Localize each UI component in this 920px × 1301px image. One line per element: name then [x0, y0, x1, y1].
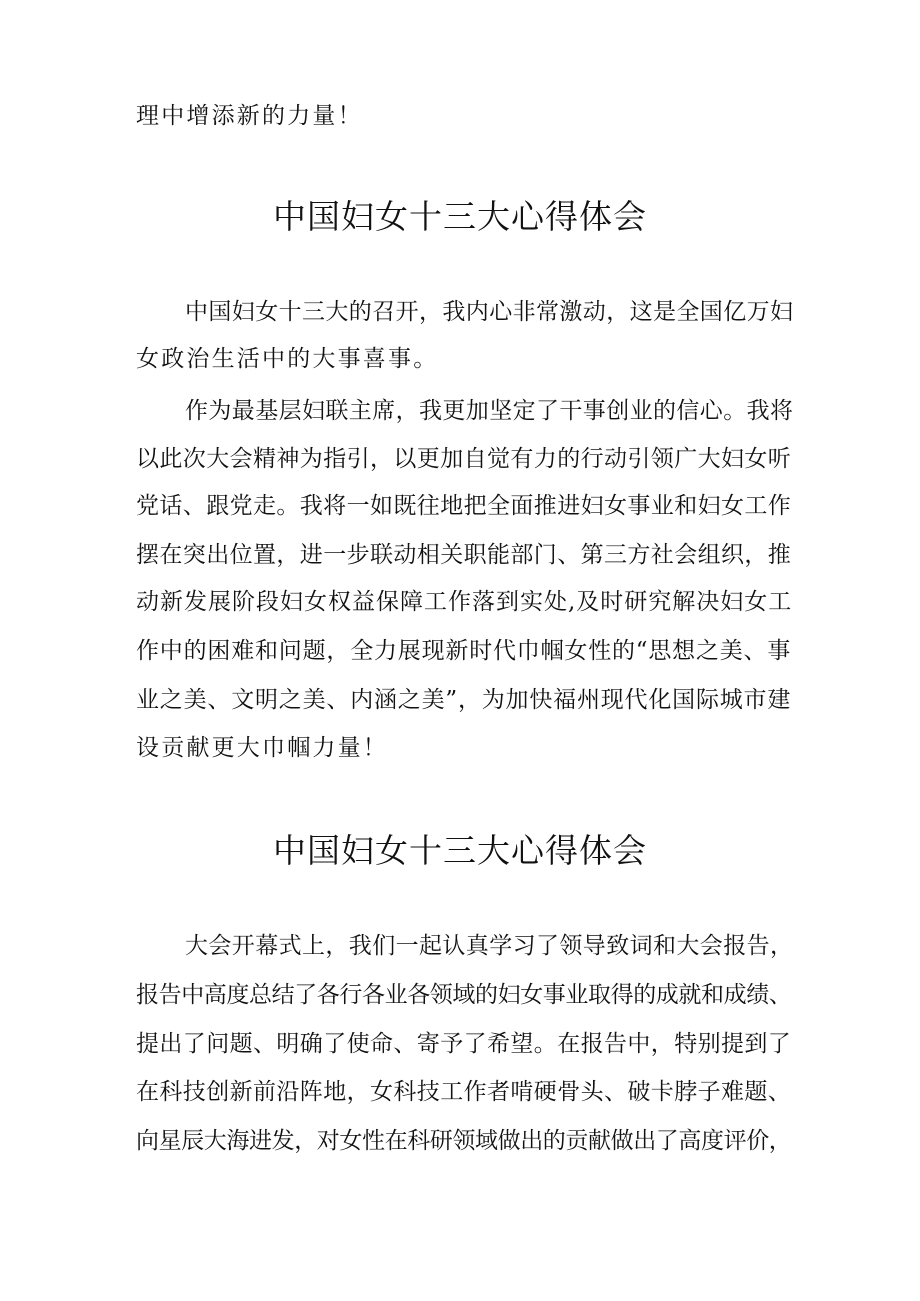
- section-1-line: 党话、跟党走。我将一如既往地把全面推进妇女事业和妇女工作: [136, 493, 792, 519]
- section-2-line: 提出了问题、明确了使命、寄予了希望。在报告中，特别提到了: [136, 1031, 792, 1057]
- section-2-line: 向星辰大海进发，对女性在科研领域做出的贡献做出了高度评价，: [136, 1128, 792, 1154]
- section-1-line: 业之美、文明之美、内涵之美”，为加快福州现代化国际城市建: [136, 687, 792, 713]
- section-1-line: 作为最基层妇联主席，我更加坚定了干事创业的信心。我将: [185, 398, 794, 424]
- section-2-line: 报告中高度总结了各行各业各领域的妇女事业取得的成就和成绩、: [136, 982, 792, 1008]
- section-1-line: 摆在突出位置，进一步联动相关职能部门、第三方社会组织，推: [136, 542, 792, 568]
- section-1-line: 作中的困难和问题，全力展现新时代巾帼女性的“思想之美、事: [136, 638, 792, 664]
- section-1-line: 女政治生活中的大事喜事。: [136, 346, 439, 372]
- section-2-line: 在科技创新前沿阵地，女科技工作者啃硬骨头、破卡脖子难题、: [136, 1079, 792, 1105]
- section-1-line: 以此次大会精神为指引，以更加自觉有力的行动引领广大妇女听: [136, 446, 792, 472]
- intro-line: 理中增添新的力量！: [136, 103, 363, 129]
- section-1-line: 设贡献更大巾帼力量！: [136, 735, 388, 761]
- section-2-line: 大会开幕式上，我们一起认真学习了领导致词和大会报告，: [185, 933, 794, 959]
- section-1-title: 中国妇女十三大心得体会: [273, 197, 647, 236]
- section-2-title: 中国妇女十三大心得体会: [273, 831, 647, 870]
- section-1-line: 动新发展阶段妇女权益保障工作落到实处,及时研究解决妇女工: [136, 589, 793, 615]
- section-1-line: 中国妇女十三大的召开，我内心非常激动，这是全国亿万妇: [185, 299, 794, 325]
